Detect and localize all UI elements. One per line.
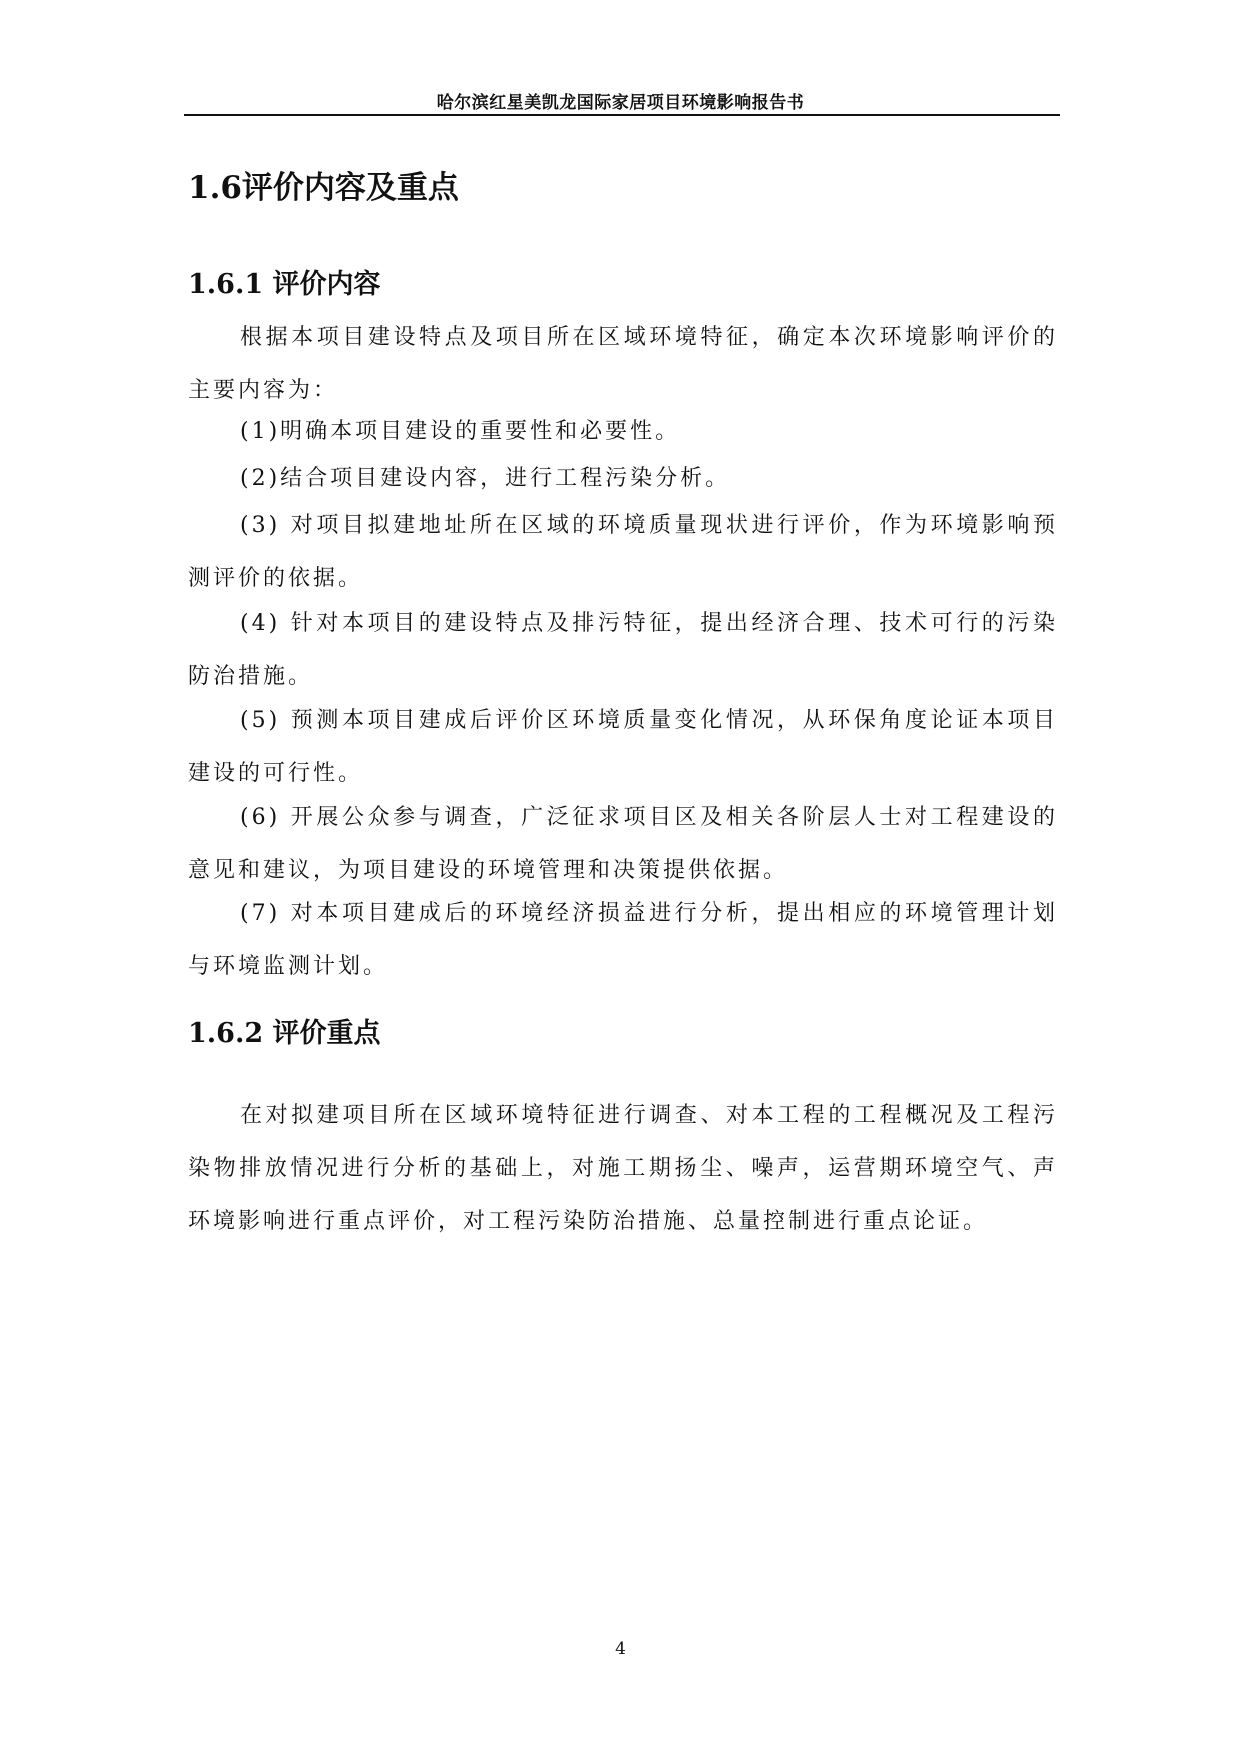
content-item-5: (5) 预测本项目建成后评价区环境质量变化情况，从环保角度论证本项目建设的可行性。 (188, 708, 1058, 786)
content-item-1: (1)明确本项目建设的重要性和必要性。 (240, 419, 681, 444)
header-divider (184, 114, 1060, 116)
subsection-heading-content: 1.6.1 评价内容 (188, 269, 381, 300)
running-header-title: 哈尔滨红星美凯龙国际家居项目环境影响报告书 (436, 93, 805, 113)
content-item-2: (2)结合项目建设内容，进行工程污染分析。 (240, 466, 731, 491)
content-item-3: (3) 对项目拟建地址所在区域的环境质量现状进行评价，作为环境影响预测评价的依据。 (188, 513, 1058, 591)
section-heading: 1.6评价内容及重点 (188, 170, 459, 206)
content-item-7: (7) 对本项目建成后的环境经济损益进行分析，提出相应的环境管理计划与环境监测计划。 (188, 901, 1058, 979)
page-number: 4 (615, 1639, 626, 1659)
focus-paragraph: 在对拟建项目所在区域环境特征进行调查、对本工程的工程概况及工程污染物排放情况进行分析的基础上，对施工期扬尘、噪声，运营期环境空气、声环境影响进行重点评价，对工程污染防治措施、总量控制进行重点论证。 (188, 1103, 1058, 1234)
content-item-6: (6) 开展公众参与调查，广泛征求项目区及相关各阶层人士对工程建设的意见和建议，为项目建设的环境管理和决策提供依据。 (188, 805, 1058, 883)
subsection-heading-focus: 1.6.2 评价重点 (188, 1018, 381, 1049)
intro-paragraph: 根据本项目建设特点及项目所在区域环境特征，确定本次环境影响评价的主要内容为： (188, 325, 1058, 403)
content-item-4: (4) 针对本项目的建设特点及排污特征，提出经济合理、技术可行的污染防治措施。 (188, 611, 1058, 689)
